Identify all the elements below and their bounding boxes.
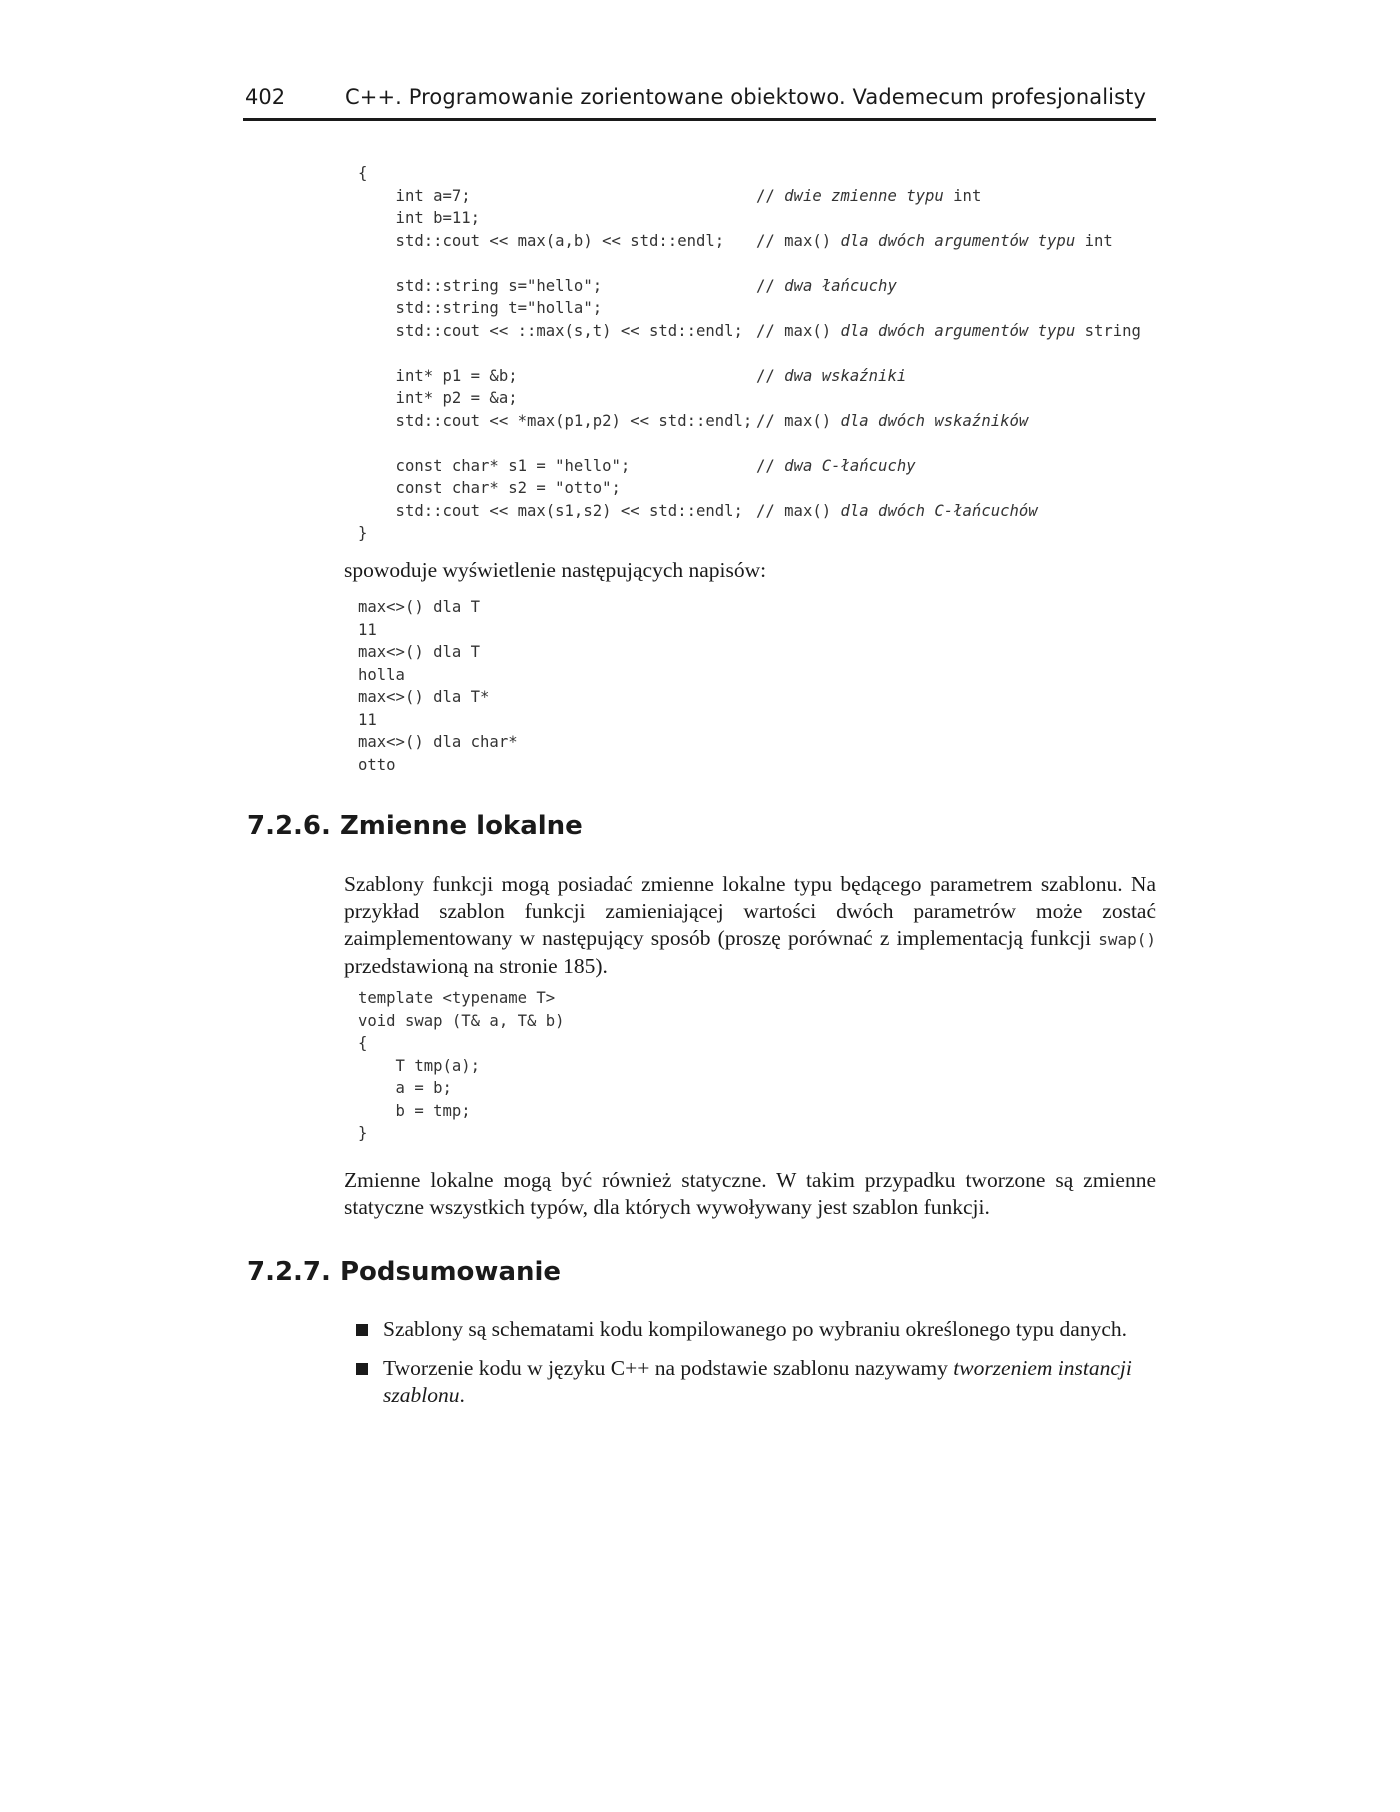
- code-comment: [756, 500, 1038, 523]
- code-comment: [756, 365, 906, 388]
- code-text: std::cout << max(a,b) << std::endl;: [358, 231, 725, 250]
- inline-code-swap: swap(): [1098, 930, 1156, 949]
- code-text: std::cout << *max(p1,p2) << std::endl;: [358, 411, 753, 430]
- comment-prefix: // max(): [756, 411, 841, 430]
- code-text: const char* s2 = "otto";: [358, 479, 621, 497]
- code-comment: [756, 455, 916, 478]
- code-comment: [756, 275, 897, 298]
- section-heading-local-variables: 7.2.6. Zmienne lokalne: [247, 811, 583, 841]
- running-title: C++. Programowanie zorientowane obiektowo. Vademecum profesjonalisty: [345, 85, 1146, 109]
- comment-text: dwa wskaźniki: [784, 366, 907, 385]
- code-text: int* p2 = &a;: [358, 389, 518, 407]
- code-line: [358, 252, 752, 275]
- list-item: [356, 1316, 1156, 1343]
- bullet-text: Szablony są schematami kodu kompilowanego po wybraniu określonego typu danych.: [383, 1317, 1127, 1341]
- code-line: a = b;: [358, 1079, 452, 1097]
- code-line: }: [358, 1124, 368, 1142]
- comment-prefix: //: [756, 276, 785, 295]
- code-line: [358, 387, 752, 410]
- comment-text: dla dwóch wskaźników: [840, 411, 1029, 430]
- comment-text: dwa C-łańcuchy: [784, 456, 916, 475]
- code-line: max<>() dla char*: [358, 733, 518, 751]
- comment-prefix: //: [756, 456, 785, 475]
- code-text: std::string s="hello";: [358, 276, 603, 295]
- code-line: 11: [358, 710, 377, 729]
- code-line: [358, 365, 907, 388]
- page-header: [243, 84, 1156, 121]
- comment-code: int: [1084, 231, 1113, 250]
- code-comment: [756, 320, 1141, 343]
- comment-prefix: //: [756, 186, 785, 205]
- static-locals-paragraph: Zmienne lokalne mogą być również statyczne. W takim przypadku tworzone są zmienne statyczne wszystkich typów, dla których wywoływany jest szablon funkcji.: [344, 1168, 1156, 1219]
- page-number: 402: [245, 85, 286, 109]
- code-text: std::string t="holla";: [358, 299, 603, 317]
- code-block-max-usage: [358, 162, 1141, 545]
- code-line: [358, 320, 1141, 343]
- output-intro-paragraph: spowoduje wyświetlenie następujących napisów:: [344, 558, 767, 582]
- code-text: std::cout << ::max(s,t) << std::endl;: [358, 321, 743, 340]
- code-text: {: [358, 164, 368, 182]
- code-line: [358, 185, 982, 208]
- code-line: [358, 207, 752, 230]
- comment-prefix: // max(): [756, 231, 841, 250]
- list-item: [356, 1355, 1156, 1409]
- code-line: [358, 342, 752, 365]
- bullet-square-icon: [356, 1324, 368, 1336]
- comment-prefix: // max(): [756, 501, 841, 520]
- code-line: b = tmp;: [358, 1101, 471, 1120]
- comment-text: dla dwóch C-łańcuchów: [840, 501, 1038, 520]
- section-heading-summary: 7.2.7. Podsumowanie: [247, 1257, 562, 1287]
- code-line: otto: [358, 755, 396, 774]
- code-line: 11: [358, 620, 377, 639]
- comment-prefix: // max(): [756, 321, 841, 340]
- comment-text: dwa łańcuchy: [784, 276, 897, 295]
- comment-text: dla dwóch argumentów typu: [840, 231, 1085, 250]
- code-line: T tmp(a);: [358, 1056, 481, 1075]
- code-line: [358, 162, 752, 185]
- bullet-square-icon: [356, 1363, 368, 1375]
- paragraph-tail: przedstawioną na stronie 185).: [344, 954, 608, 978]
- bullet-tail: .: [459, 1383, 465, 1407]
- code-text: int b=11;: [358, 209, 481, 227]
- code-line: max<>() dla T*: [358, 688, 490, 706]
- code-text: }: [358, 524, 368, 542]
- bullet-emphasis: tworzeniem instancji szablonu: [383, 1356, 1132, 1407]
- code-line: max<>() dla T: [358, 598, 481, 616]
- code-text: int* p1 = &b;: [358, 366, 518, 385]
- code-comment: [756, 230, 1113, 253]
- comment-code: string: [1084, 321, 1141, 340]
- code-comment: [756, 185, 981, 208]
- local-variables-paragraph: [344, 871, 1156, 980]
- comment-prefix: //: [756, 366, 785, 385]
- summary-list: [356, 1316, 1156, 1421]
- code-line: [358, 230, 1113, 253]
- comment-code: int: [953, 186, 982, 205]
- code-text: std::cout << max(s1,s2) << std::endl;: [358, 501, 743, 520]
- code-block-swap-template: [358, 987, 565, 1145]
- code-line: [358, 477, 752, 500]
- comment-text: dwie zmienne typu: [784, 186, 954, 205]
- code-line: [358, 432, 752, 455]
- code-line: template <typename T>: [358, 989, 556, 1007]
- code-line: [358, 297, 752, 320]
- paragraph-text: Szablony funkcji mogą posiadać zmienne lokalne typu będącego parametrem szablonu. Na przykład szablon funkcji zamieniającej wartości dwóch parametrów może zostać zaimplementowany w następujący sposób (proszę porównać z implementacją funkcji: [344, 872, 1156, 950]
- code-comment: [756, 410, 1028, 433]
- code-line: [358, 455, 916, 478]
- code-line: [358, 500, 1038, 523]
- code-line: max<>() dla T: [358, 643, 481, 661]
- bullet-text: Tworzenie kodu w języku C++ na podstawie szablonu nazywamy: [383, 1356, 954, 1380]
- code-text: int a=7;: [358, 186, 471, 205]
- code-block-program-output: [358, 596, 518, 776]
- code-line: [358, 275, 897, 298]
- code-line: [358, 522, 752, 545]
- code-line: void swap (T& a, T& b): [358, 1011, 565, 1030]
- comment-text: dla dwóch argumentów typu: [840, 321, 1085, 340]
- code-line: {: [358, 1034, 368, 1052]
- code-text: const char* s1 = "hello";: [358, 456, 631, 475]
- code-line: [358, 410, 1029, 433]
- code-line: holla: [358, 665, 405, 684]
